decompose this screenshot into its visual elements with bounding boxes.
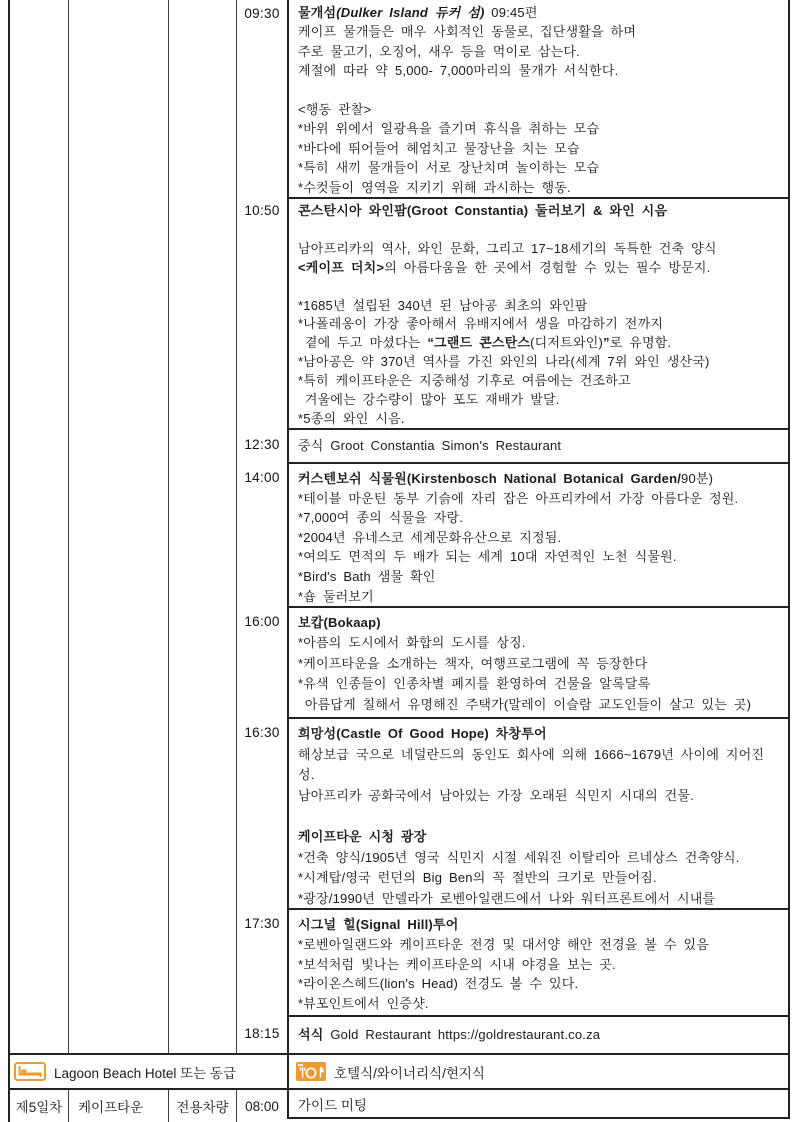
schedule-block-wine-farm	[237, 197, 790, 428]
text-line: *아픔의 도시에서 화합의 도시를 상징.	[298, 635, 526, 651]
text-line: *7,000여 종의 식물을 자랑.	[298, 510, 464, 526]
text-line: *유색 인종들이 인종차별 폐지를 환영하여 건물을 알록달록	[298, 676, 651, 692]
text-line: *뷰포인트에서 인증샷.	[298, 996, 429, 1012]
text-segment: 석식	[298, 1027, 324, 1042]
text-line: 겨울에는 강수량이 많아 포도 재배가 발달.	[298, 392, 560, 408]
time-label: 17:30	[244, 916, 280, 931]
text-segment: 케이프타운 시청 광장	[298, 828, 427, 844]
schedule-block-seal-island	[237, 0, 790, 197]
vehicle-column-empty	[169, 0, 237, 1053]
text-line: *시계탑/영국 런던의 Big Ben의 꼭 절반의 크기로 만들어짐.	[298, 870, 657, 886]
activity-description	[287, 1015, 790, 1053]
text-line: *라이온스헤드(lion's Head) 전경도 볼 수 있다.	[298, 976, 579, 992]
text-line: 계절에 따라 약 5,000- 7,000마리의 물개가 서식한다.	[298, 63, 619, 79]
text-line	[298, 202, 782, 221]
hotel-meal-row	[8, 1053, 790, 1088]
text-line: 남아프리카의 역사, 와인 문화, 그리고 17~18세기의 독특한 건축 양식	[298, 240, 717, 256]
time-label: 16:30	[244, 725, 280, 740]
time-schedule-blocks	[237, 0, 790, 1053]
text-line: *숍 둘러보기	[298, 588, 374, 604]
hotel-name: Lagoon Beach Hotel 또는 동급	[54, 1065, 237, 1081]
meal-info: 호텔식/와이너리식/현지식	[334, 1065, 485, 1081]
schedule-block-signal-hill	[237, 908, 790, 1015]
text-line: *특히 새끼 물개들이 서로 장난치며 놀이하는 모습	[298, 160, 600, 176]
text-line	[298, 334, 782, 353]
text-segment: 물개섬	[298, 5, 337, 20]
text-line: *Bird's Bath 샘물 확인	[298, 568, 436, 584]
text-line: 남아프리카 공화국에서 남아있는 가장 오래된 식민지 시대의 건물.	[298, 787, 694, 803]
text-line: *5종의 와인 시음.	[298, 410, 405, 426]
text-line	[298, 915, 782, 935]
text-line: 주로 물고기, 오징어, 새우 등을 먹이로 삼는다.	[298, 43, 580, 59]
text-line	[298, 278, 782, 297]
schedule-table	[8, 0, 790, 1053]
text-line: *여의도 면적의 두 배가 되는 세계 10대 자연적인 노천 식물원.	[298, 549, 677, 565]
text-line	[298, 613, 782, 633]
text-line: *보석처럼 빛나는 케이프타운의 시내 야경을 보는 곳.	[298, 956, 616, 972]
schedule-block-botanical-garden	[237, 462, 790, 606]
time-label: 09:30	[244, 6, 280, 21]
text-line: *건축 양식/1905년 영국 식민지 시절 세워진 이탈리아 르네상스 건축양식.	[298, 849, 740, 865]
text-line: *남아공은 약 370년 역사를 가진 와인의 나라(세계 7위 와인 생산국)	[298, 354, 710, 370]
text-segment: “그랜드 콘스탄스	[427, 335, 531, 351]
text-segment: <케이프 더치>	[298, 259, 385, 275]
activity-description	[287, 197, 790, 428]
day-location: 케이프타운	[69, 1090, 169, 1122]
text-segment: 커스텐보쉬 식물원(Kirstenbosch National Botanical Garden/	[298, 471, 682, 486]
text-line: 아름답게 칠해서 유명해진 주택가(말레이 이슬람 교도인들이 살고 있는 곳)	[298, 696, 752, 712]
day-column-empty	[8, 0, 69, 1053]
text-segment: 90분)	[681, 471, 714, 486]
activity-description	[287, 428, 790, 462]
text-line	[298, 1026, 782, 1044]
schedule-block-lunch	[237, 428, 790, 462]
text-line: <행동 관찰>	[298, 102, 372, 118]
location-column-empty	[69, 0, 169, 1053]
text-line: *수컷들이 영역을 지키기 위해 과시하는 행동.	[298, 179, 571, 195]
activity-description	[287, 908, 790, 1015]
text-line: *로벤아일랜드와 케이프타운 전경 및 대서양 해안 전경을 볼 수 있음	[298, 936, 710, 952]
schedule-block-bokaap	[237, 606, 790, 717]
day-time: 08:00	[245, 1098, 279, 1114]
text-line: *테이블 마운틴 동부 기슭에 자리 잡은 아프리카에서 가장 아름다운 정원.	[298, 490, 739, 506]
text-line	[298, 81, 782, 100]
text-segment: 곁에 두고 마셨다는	[298, 335, 428, 351]
text-line	[298, 827, 782, 848]
text-line: *바다에 뛰어들어 헤엄치고 물장난을 치는 모습	[298, 140, 580, 156]
activity-description	[287, 462, 790, 606]
day-activity-text: 가이드 미팅	[287, 1090, 790, 1119]
day-vehicle: 전용차량	[169, 1090, 237, 1122]
next-day-row	[8, 1088, 790, 1122]
text-line: 해상보급 국으로 네덜란드의 동인도 회사에 의해 1666~1679년 사이에 지어진 성.	[298, 746, 772, 783]
text-line: *케이프타운을 소개하는 책자, 여행프로그램에 꼭 등장한다	[298, 655, 648, 671]
text-line	[298, 3, 782, 22]
meal-cell	[287, 1055, 790, 1088]
time-label: 18:15	[244, 1026, 280, 1041]
text-line	[298, 806, 782, 827]
text-line: 중식 Groot Constantia Simon's Restaurant	[298, 438, 562, 453]
text-line: *2004년 유네스코 세계문화유산으로 지정됨.	[298, 529, 562, 545]
text-segment: 09:45편	[484, 5, 538, 20]
time-label: 10:50	[244, 203, 280, 218]
text-segment: ”	[603, 335, 610, 351]
day-number: 제5일차	[8, 1090, 69, 1122]
text-segment: (디저트와인)	[530, 335, 603, 351]
time-label: 12:30	[244, 437, 280, 452]
text-line: *1685년 설립된 340년 된 남아공 최초의 와인팜	[298, 297, 588, 313]
text-line: *바위 위에서 일광욕을 즐기며 휴식을 취하는 모습	[298, 121, 600, 137]
activity-description	[287, 717, 790, 908]
activity-description	[287, 0, 790, 197]
text-segment: (Dulker Island 듀커 섬)	[336, 5, 485, 20]
time-label: 16:00	[244, 614, 280, 629]
text-line	[298, 724, 782, 745]
dining-icon	[296, 1062, 326, 1081]
schedule-block-dinner	[237, 1015, 790, 1053]
text-line: *광장/1990년 만델라가 로벤아일랜드에서 나와 워터프론트에서 시내를	[298, 890, 716, 906]
text-segment: Gold Restaurant https://goldrestaurant.co.za	[323, 1027, 601, 1042]
text-line: 케이프 물개들은 매우 사회적인 동물로, 집단생활을 하며	[298, 24, 637, 40]
text-line: *특히 케이프타운은 지중해성 기후로 여름에는 건조하고	[298, 373, 631, 389]
text-line	[298, 469, 782, 489]
text-line: *나폴레옹이 가장 좋아해서 유배지에서 생을 마감하기 전까지	[298, 316, 664, 332]
text-line	[298, 259, 782, 278]
text-segment: 보캅(Bokaap)	[298, 615, 381, 630]
time-label: 14:00	[244, 470, 280, 485]
text-segment: 희망성(Castle Of Good Hope) 차창투어	[298, 726, 547, 741]
bed-icon	[14, 1062, 46, 1081]
text-segment: 의 아름다움을 한 곳에서 경험할 수 있는 필수 방문지.	[384, 259, 711, 275]
day-activity	[287, 1090, 790, 1122]
hotel-cell	[8, 1055, 287, 1088]
text-line	[298, 221, 782, 240]
schedule-block-castle	[237, 717, 790, 908]
text-segment: 콘스탄시아 와인팜(Groot Constantia) 둘러보기 & 와인 시음	[298, 203, 668, 218]
text-segment: 로 유명함.	[609, 335, 672, 351]
activity-description	[287, 606, 790, 717]
text-segment: 시그널 힐(Signal Hill)투어	[298, 917, 459, 932]
